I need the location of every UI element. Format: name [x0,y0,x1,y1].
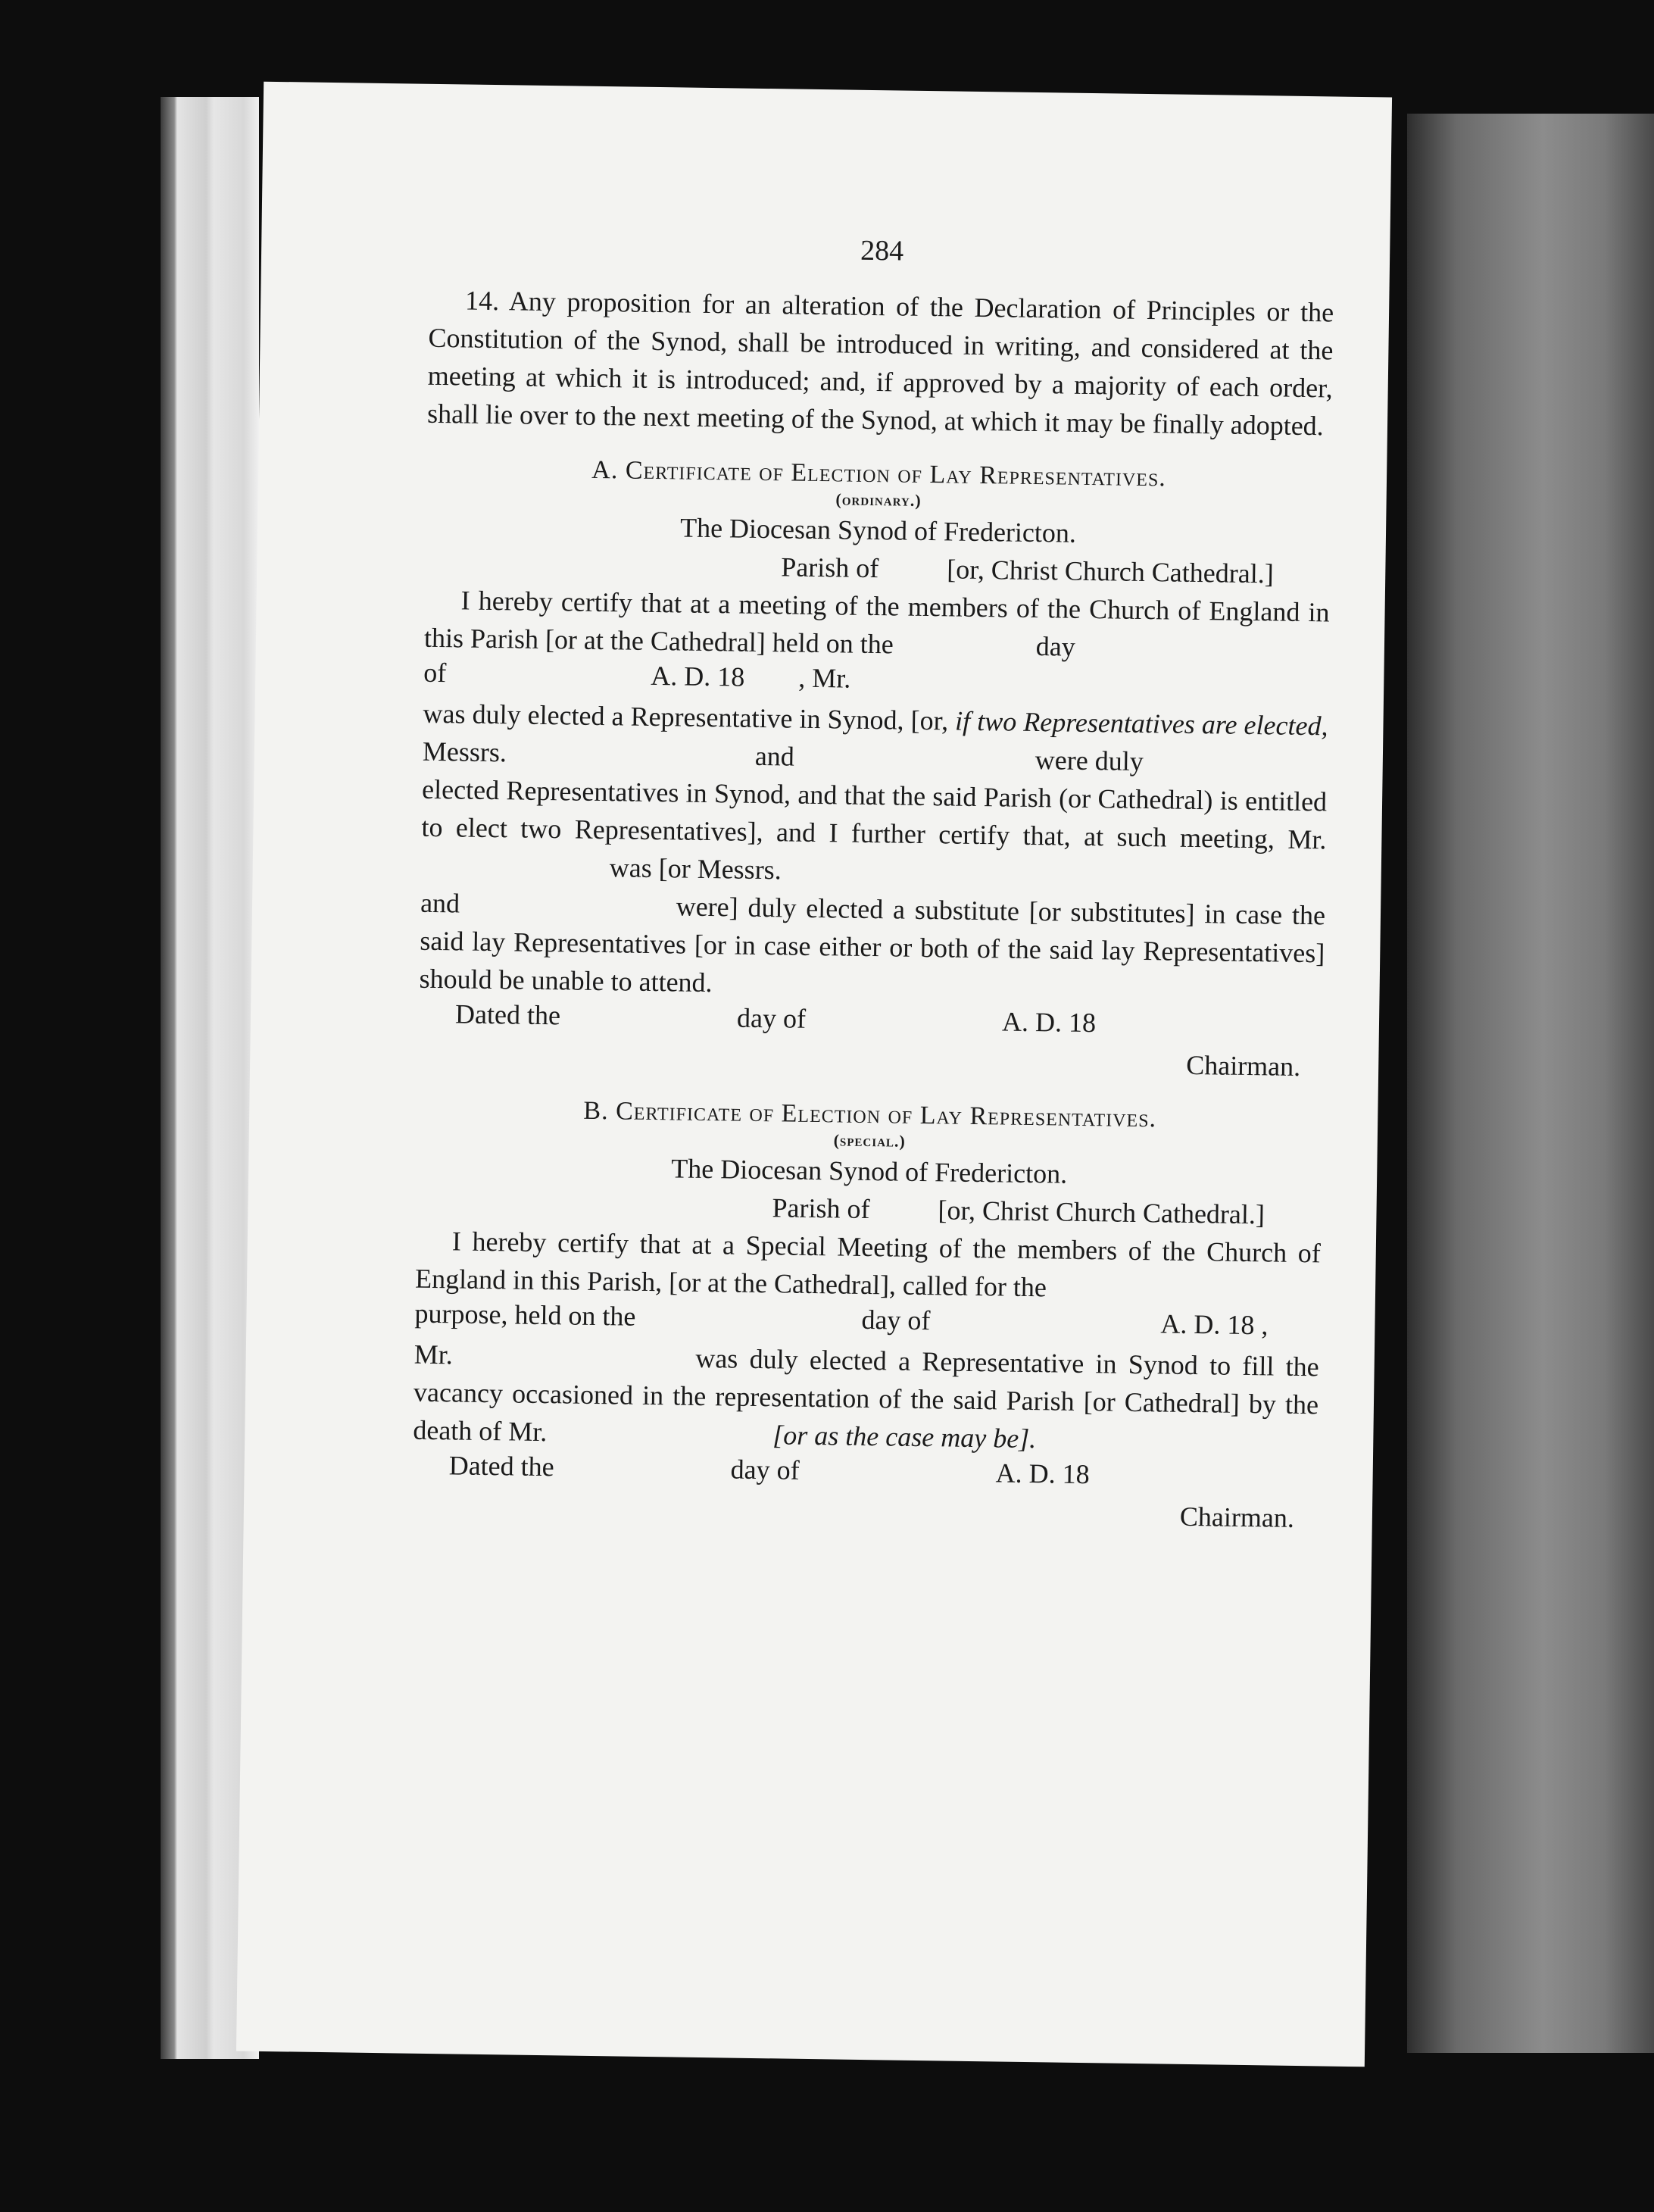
adjacent-page [1407,114,1654,2053]
form-a-mr: , Mr. [798,662,851,694]
form-b-parish-alt: [or, Christ Church Cathedral.] [938,1195,1265,1230]
form-a-subtitle: (ordinary.) [835,489,922,510]
book-page [236,82,1392,2067]
page-number: 284 [860,234,904,267]
form-a-ad: A. D. 18 [651,660,745,692]
form-a-of: of [423,657,447,689]
form-a-was-or-messrs: was [or Messrs. [609,852,782,886]
form-a-body-3-text: elected Representatives in Synod, and that the said Parish (or Cathedral) is entitled to elect two Representatives], and I further certify that, at such meeting, Mr. [421,773,1328,855]
form-a-body-4-text: were] duly elected a substitute [or substitutes] in case the said lay Representatives [or in case either or both of the said lay Representatives] should be unable to attend. [419,891,1326,998]
form-b-ad18-comma: A. D. 18 , [1160,1308,1269,1341]
form-b-parish-of: Parish of [772,1192,870,1225]
form-a-body-2a: was duly elected a Representative in Synod, [or, [423,698,949,736]
form-a-day: day [1035,631,1076,662]
form-a-letter: A. [591,455,619,485]
form-b-dated-the: Dated the [448,1450,554,1482]
form-b-body-2-text: was duly elected a Representative in Synod to fill the vacancy occasioned in the representation of the said Parish [or Cathedral] by the death of Mr. [413,1342,1319,1448]
form-b-purpose: purpose, held on the [414,1298,636,1332]
form-a-body-1-text: I hereby certify that at a meeting of the members of the Church of England in this Parish [or at the Cathedral] held on the [423,585,1330,660]
form-a-messrs: Messrs. [422,736,507,768]
form-a-and-2: and [420,887,460,919]
form-b-day-of-2: day of [730,1454,800,1486]
form-b-letter: B. [583,1096,609,1126]
form-b-ad18: A. D. 18 [995,1457,1090,1490]
form-a-ad18: A. D. 18 [1001,1006,1097,1039]
form-b-body-1: I hereby certify that at a Special Meeting of the members of the Church of England in this Parish, [or at the Cathedral], called for the [414,1226,1322,1303]
page-content [412,228,1335,1538]
form-a-parish-of: Parish of [781,551,879,584]
form-a-chairman: Chairman. [1185,1049,1301,1082]
form-b-chairman: Chairman. [1179,1501,1295,1533]
form-a-synod: The Diocesan Synod of Fredericton. [679,512,1077,548]
form-b-subtitle: (special.) [833,1130,907,1151]
form-a-parish-alt: [or, Christ Church Cathedral.] [947,554,1275,589]
form-b-day-of: day of [861,1304,931,1336]
form-a-body-3 [420,770,1327,897]
form-b-case: [or as the case may be]. [772,1420,1037,1454]
form-b-title: Certificate of Election of Lay Representatives. [615,1097,1157,1133]
form-b-body-2 [413,1336,1319,1462]
form-a-day-of: day of [736,1002,807,1034]
form-a-body-4 [419,884,1325,1011]
form-b-synod: The Diocesan Synod of Fredericton. [671,1153,1068,1189]
form-a-body-2b: if two Representatives are elected, [954,705,1328,742]
form-a-and: and [754,740,795,772]
form-b-mr: Mr. [414,1339,454,1370]
paragraph-14: 14. Any proposition for an alteration of the Declaration of Principles or the Constitution of the Synod, shall be introduced in writing, and considered at the meeting at which it is introduced; and, if approved by a majority of each order, shall lie over to the next meeting of the Synod, at which it may be finally adopted. [426,285,1334,442]
form-a-dated-the: Dated the [454,998,561,1031]
form-a-body-1 [424,581,1330,670]
form-a-were-duly: were duly [1035,745,1144,777]
form-a-body-2 [423,695,1328,783]
form-a-title: Certificate of Election of Lay Representatives. [625,456,1167,492]
